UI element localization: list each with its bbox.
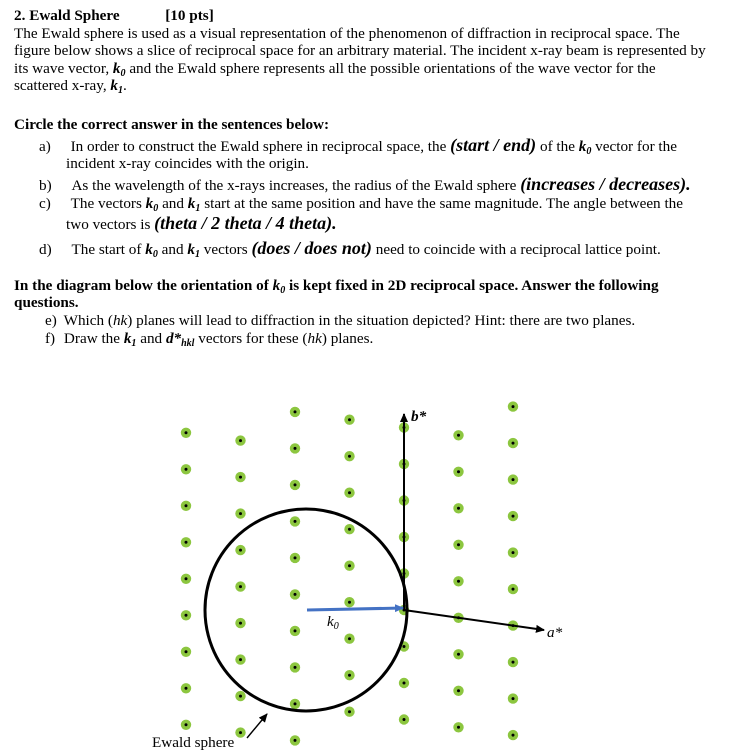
question-b-label: b) bbox=[39, 177, 52, 194]
a-star-label: a* bbox=[547, 624, 563, 641]
lattice-point-center bbox=[457, 580, 460, 583]
lattice-point-center bbox=[348, 674, 351, 677]
question-e-label: e) bbox=[45, 312, 57, 329]
lattice-point-center bbox=[294, 629, 297, 632]
k0-label-subscript: 0 bbox=[333, 621, 339, 632]
k1-subscript: 1 bbox=[131, 338, 137, 349]
question-d-text: need to coincide with a reciprocal lattice point. bbox=[371, 241, 661, 258]
lattice-point-center bbox=[457, 653, 460, 656]
intro-line-1: The Ewald sphere is used as a visual representation of the phenomenon of diffraction in reciprocal space. The bbox=[14, 25, 680, 42]
diagram-heading-text: In the diagram below the orientation of bbox=[14, 277, 273, 294]
lattice-point-center bbox=[239, 549, 242, 552]
lattice-point-center bbox=[348, 601, 351, 604]
lattice-point-center bbox=[185, 577, 188, 580]
lattice-point-center bbox=[512, 405, 515, 408]
k0-symbol: k bbox=[112, 60, 121, 77]
k1-subscript: 1 bbox=[118, 85, 124, 96]
intro-text: scattered x-ray, bbox=[14, 77, 111, 94]
lattice-point-center bbox=[185, 687, 188, 690]
lattice-point-center bbox=[294, 666, 297, 669]
lattice-point-center bbox=[239, 476, 242, 479]
lattice-point-center bbox=[185, 614, 188, 617]
lattice-point-center bbox=[239, 695, 242, 698]
question-c-text: . bbox=[332, 213, 337, 233]
lattice-point-center bbox=[457, 507, 460, 510]
k0-symbol: k bbox=[272, 277, 281, 294]
lattice-point-center bbox=[512, 734, 515, 737]
lattice-point-center bbox=[348, 564, 351, 567]
lattice-point-center bbox=[239, 439, 242, 442]
question-d-choice[interactable]: (does / does not) bbox=[251, 238, 372, 258]
diagram-heading-text: is kept fixed in 2D reciprocal space. Answer the following bbox=[285, 277, 659, 294]
lattice-point-center bbox=[185, 541, 188, 544]
lattice-point-center bbox=[239, 512, 242, 515]
hk-symbol: hk bbox=[112, 312, 128, 329]
lattice-point-center bbox=[348, 418, 351, 421]
lattice-point-center bbox=[239, 622, 242, 625]
k0-subscript: 0 bbox=[120, 68, 126, 79]
intro-text: and the Ewald sphere represents all the possible orientations of the wave vector for the bbox=[125, 60, 656, 77]
lattice-point-center bbox=[348, 491, 351, 494]
lattice-point-center bbox=[512, 551, 515, 554]
lattice-point-center bbox=[294, 520, 297, 523]
lattice-point-center bbox=[457, 726, 460, 729]
intro-line-2: figure below shows a slice of reciprocal space for an arbitrary material. The incident x-ray beam is represented by bbox=[14, 42, 706, 59]
question-f-text: vectors for these ( bbox=[194, 330, 308, 347]
question-a-text: of the bbox=[536, 138, 579, 155]
lattice-point-center bbox=[348, 455, 351, 458]
intro-text: . bbox=[123, 77, 127, 94]
question-f-label: f) bbox=[45, 330, 56, 347]
lattice-point-center bbox=[512, 515, 515, 518]
lattice-point-center bbox=[294, 593, 297, 596]
k0-subscript: 0 bbox=[280, 285, 286, 296]
ewald-sphere-label: Ewald sphere bbox=[152, 734, 235, 751]
reciprocal-lattice-points bbox=[181, 401, 518, 745]
lattice-point-center bbox=[185, 504, 188, 507]
lattice-point-center bbox=[185, 468, 188, 471]
k1-symbol: k bbox=[187, 195, 196, 212]
question-b-text: As the wavelength of the x-rays increases, the radius of the Ewald sphere bbox=[71, 177, 521, 194]
lattice-point-center bbox=[294, 410, 297, 413]
k0-subscript: 0 bbox=[586, 146, 592, 157]
lattice-point-center bbox=[239, 731, 242, 734]
question-a-choice[interactable]: (start / end) bbox=[450, 135, 537, 155]
k1-subscript: 1 bbox=[194, 249, 200, 260]
question-b-choice[interactable]: (increases / decreases) bbox=[520, 174, 687, 194]
lattice-point-center bbox=[294, 447, 297, 450]
lattice-point-center bbox=[348, 710, 351, 713]
lattice-point-center bbox=[403, 718, 406, 721]
lattice-point-center bbox=[457, 434, 460, 437]
question-d-text: and bbox=[157, 241, 188, 258]
k0-symbol: k bbox=[145, 195, 154, 212]
k1-subscript: 1 bbox=[195, 203, 201, 214]
question-a-line-2: incident x-ray coincides with the origin. bbox=[66, 155, 309, 172]
b-star-label: b* bbox=[411, 408, 427, 425]
lattice-point-center bbox=[185, 650, 188, 653]
question-e-text: Which ( bbox=[63, 312, 113, 329]
k0-subscript: 0 bbox=[153, 203, 159, 214]
ewald-pointer-arrow bbox=[247, 714, 267, 738]
lattice-point-center bbox=[403, 682, 406, 685]
lattice-point-center bbox=[457, 543, 460, 546]
a-star-axis bbox=[404, 610, 544, 630]
question-c-text: and bbox=[158, 195, 188, 212]
question-f-text: and bbox=[136, 330, 166, 347]
k0-symbol: k bbox=[578, 138, 587, 155]
lattice-point-center bbox=[294, 483, 297, 486]
lattice-point-center bbox=[185, 723, 188, 726]
question-title: 2. Ewald Sphere bbox=[14, 7, 120, 24]
question-a-text: vector for the bbox=[591, 138, 677, 155]
lattice-point-center bbox=[512, 697, 515, 700]
intro-text: its wave vector, bbox=[14, 60, 113, 77]
k0-subscript: 0 bbox=[152, 249, 158, 260]
k0-vector bbox=[307, 608, 403, 610]
question-f-text: Draw the bbox=[63, 330, 124, 347]
lattice-point-center bbox=[348, 528, 351, 531]
question-c-label: c) bbox=[39, 195, 51, 212]
question-d-text: The start of bbox=[71, 241, 146, 258]
question-b-text: . bbox=[686, 174, 691, 194]
k0-label bbox=[327, 613, 339, 635]
lattice-point-center bbox=[239, 658, 242, 661]
lattice-point-center bbox=[512, 588, 515, 591]
lattice-point-center bbox=[185, 431, 188, 434]
lattice-point-center bbox=[294, 739, 297, 742]
question-c-text: two vectors is bbox=[66, 216, 155, 233]
lattice-point-center bbox=[403, 645, 406, 648]
question-d-text: vectors bbox=[199, 241, 252, 258]
lattice-point-center bbox=[457, 470, 460, 473]
question-f-text: ) planes. bbox=[321, 330, 374, 347]
lattice-point-center bbox=[512, 442, 515, 445]
circle-heading: Circle the correct answer in the sentences below: bbox=[14, 116, 330, 133]
lattice-point-center bbox=[512, 661, 515, 664]
lattice-point-center bbox=[294, 702, 297, 705]
question-e-text: ) planes will lead to diffraction in the situation depicted? Hint: there are two planes. bbox=[127, 312, 636, 329]
lattice-point-center bbox=[512, 478, 515, 481]
lattice-point-center bbox=[348, 637, 351, 640]
lattice-point-center bbox=[294, 556, 297, 559]
hk-symbol: hk bbox=[307, 330, 322, 347]
diagram-heading-line-2: questions. bbox=[14, 294, 79, 311]
question-a-label: a) bbox=[39, 138, 51, 155]
question-a-text: In order to construct the Ewald sphere in reciprocal space, the bbox=[70, 138, 451, 155]
question-c-text: start at the same position and have the same magnitude. The angle between the bbox=[200, 195, 684, 212]
d-star-symbol: d* bbox=[165, 330, 182, 347]
lattice-point-center bbox=[239, 585, 242, 588]
k1-symbol: k bbox=[110, 77, 119, 94]
question-c-text: The vectors bbox=[70, 195, 146, 212]
k1-symbol: k bbox=[123, 330, 132, 347]
hkl-subscript: hkl bbox=[181, 338, 195, 349]
question-points: [10 pts] bbox=[165, 7, 214, 24]
question-d-label: d) bbox=[39, 241, 52, 258]
k1-symbol: k bbox=[187, 241, 195, 258]
question-c-choice[interactable]: (theta / 2 theta / 4 theta) bbox=[154, 213, 333, 233]
lattice-point-center bbox=[457, 689, 460, 692]
k0-symbol: k bbox=[145, 241, 153, 258]
k0-label-text: k bbox=[327, 613, 334, 630]
